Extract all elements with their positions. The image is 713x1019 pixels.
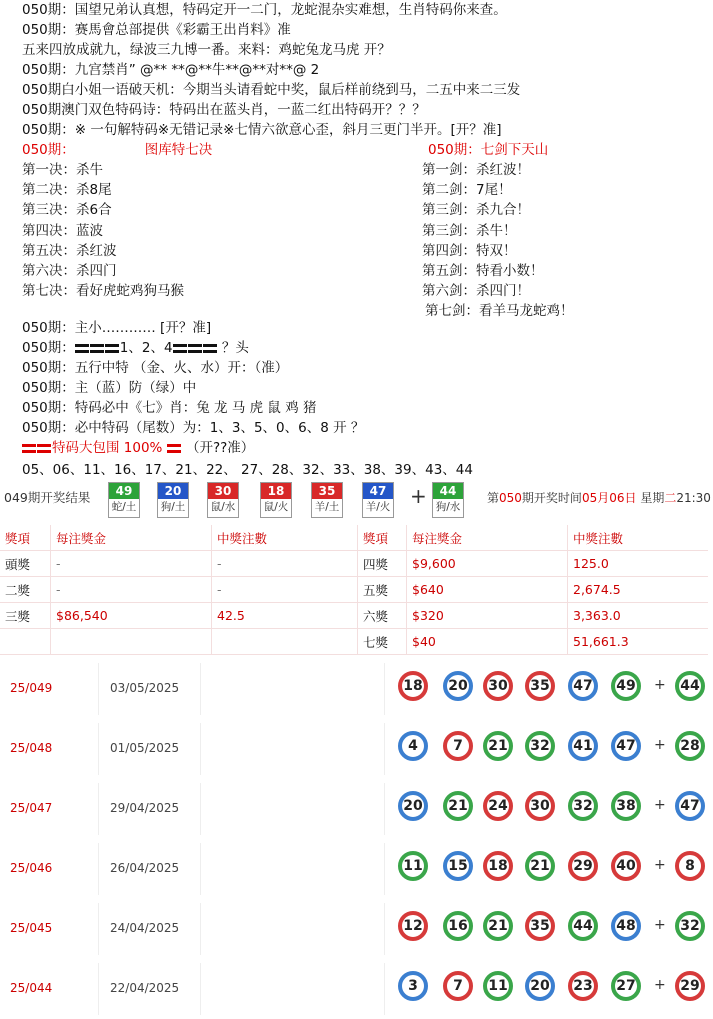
lottery-ball: 18 bbox=[398, 671, 428, 701]
bar-icon bbox=[90, 344, 104, 353]
history-date: 03/05/2025 bbox=[110, 681, 180, 695]
table-row: 頭獎 - - 四獎 $9,600 125.0 bbox=[0, 551, 708, 577]
history-row bbox=[0, 719, 713, 779]
lottery-ball: 20 bbox=[443, 671, 473, 701]
right-section-title: 050期：七剑下天山 bbox=[428, 142, 549, 158]
bar-icon bbox=[37, 444, 51, 453]
lottery-ball: 21 bbox=[483, 731, 513, 761]
column-divider bbox=[200, 903, 201, 955]
lottery-ball: 12 bbox=[398, 911, 428, 941]
column-divider bbox=[98, 843, 99, 895]
result-tile bbox=[362, 482, 394, 518]
result-zodiac: 蛇/土 bbox=[111, 501, 137, 513]
bar-icon bbox=[173, 344, 187, 353]
result-tile bbox=[311, 482, 343, 518]
result-tile bbox=[207, 482, 239, 518]
lottery-ball: 11 bbox=[483, 971, 513, 1001]
history-period: 25/046 bbox=[10, 861, 53, 875]
plus-icon: + bbox=[654, 977, 666, 993]
list-item: 第五剑：特看小数！ bbox=[422, 262, 544, 279]
prediction-text-section bbox=[0, 0, 713, 480]
list-item: 第三剑：杀九合！ bbox=[422, 202, 530, 219]
table-row: 七獎 $40 51,661.3 bbox=[0, 629, 708, 655]
history-date: 01/05/2025 bbox=[110, 741, 180, 755]
history-row bbox=[0, 959, 713, 1019]
result-number: 35 bbox=[312, 483, 342, 499]
column-divider bbox=[384, 723, 385, 775]
column-divider bbox=[384, 663, 385, 715]
history-period: 25/045 bbox=[10, 921, 53, 935]
plus-icon: + bbox=[410, 484, 427, 508]
list-item: 第三决：杀6合 bbox=[22, 202, 112, 219]
lottery-ball: 35 bbox=[525, 911, 555, 941]
result-number: 49 bbox=[109, 483, 139, 499]
left-list bbox=[22, 160, 322, 301]
column-divider bbox=[98, 663, 99, 715]
plus-icon: + bbox=[654, 677, 666, 693]
column-divider bbox=[98, 723, 99, 775]
text-line: 特码大包围 100% （开??准） bbox=[22, 438, 254, 458]
plus-icon: + bbox=[654, 917, 666, 933]
list-item: 第二决：杀8尾 bbox=[22, 182, 112, 199]
column-divider bbox=[384, 963, 385, 1015]
column-divider bbox=[200, 723, 201, 775]
plus-icon: + bbox=[654, 797, 666, 813]
special-ball: 32 bbox=[675, 911, 705, 941]
history-date: 22/04/2025 bbox=[110, 981, 180, 995]
column-divider bbox=[200, 963, 201, 1015]
table-header-row: 獎項 每注獎金 中獎注數 獎項 每注獎金 中獎注數 bbox=[0, 525, 708, 551]
lottery-ball: 7 bbox=[443, 971, 473, 1001]
text-line: 050期： 1、2、4 ？头 bbox=[22, 340, 249, 356]
history-date: 26/04/2025 bbox=[110, 861, 180, 875]
lottery-ball: 32 bbox=[568, 791, 598, 821]
lottery-ball: 24 bbox=[483, 791, 513, 821]
special-ball: 29 bbox=[675, 971, 705, 1001]
lottery-ball: 20 bbox=[525, 971, 555, 1001]
text-line: 五来四放成就九，绿波三九博一番。来料：鸡蛇兔龙马虎 开？ bbox=[22, 42, 391, 58]
lottery-ball: 38 bbox=[611, 791, 641, 821]
list-item: 第二剑：7尾！ bbox=[422, 182, 512, 199]
bar-icon bbox=[167, 444, 181, 453]
lottery-ball: 18 bbox=[483, 851, 513, 881]
lottery-ball: 35 bbox=[525, 671, 555, 701]
lottery-ball: 23 bbox=[568, 971, 598, 1001]
column-divider bbox=[200, 663, 201, 715]
list-item: 第六决：杀四门 bbox=[22, 262, 117, 279]
text-line: 050期：※ 一句解特码※无错记录※七情六欲意心歪，斜月三更门半开。[开？准] bbox=[22, 122, 502, 138]
list-item: 第七决：看好虎蛇鸡狗马猴 bbox=[22, 283, 184, 300]
lottery-ball: 16 bbox=[443, 911, 473, 941]
special-ball: 47 bbox=[675, 791, 705, 821]
table-row: 二獎 - - 五獎 $640 2,674.5 bbox=[0, 577, 708, 603]
result-zodiac: 狗/土 bbox=[160, 501, 186, 513]
plus-icon: + bbox=[654, 857, 666, 873]
history-period: 25/044 bbox=[10, 981, 53, 995]
list-item: 第七剑：看羊马龙蛇鸡！ bbox=[425, 303, 574, 320]
special-ball: 44 bbox=[675, 671, 705, 701]
lottery-ball: 47 bbox=[568, 671, 598, 701]
list-item: 第一决：杀牛 bbox=[22, 162, 103, 178]
lottery-ball: 4 bbox=[398, 731, 428, 761]
lottery-ball: 15 bbox=[443, 851, 473, 881]
result-special-tile bbox=[432, 482, 464, 518]
text-line: 050期：主（蓝）防（绿）中 bbox=[22, 380, 197, 396]
column-divider bbox=[200, 843, 201, 895]
bar-icon bbox=[22, 444, 36, 453]
result-strip bbox=[0, 480, 713, 518]
lottery-ball: 48 bbox=[611, 911, 641, 941]
column-divider bbox=[384, 783, 385, 835]
list-item: 第一剑：杀红波！ bbox=[422, 162, 530, 178]
column-divider bbox=[384, 903, 385, 955]
history-period: 25/047 bbox=[10, 801, 53, 815]
lottery-ball: 7 bbox=[443, 731, 473, 761]
list-item: 第五决：杀红波 bbox=[22, 242, 117, 259]
list-item: 第六剑：杀四门！ bbox=[422, 283, 530, 300]
column-divider bbox=[98, 963, 99, 1015]
result-zodiac: 鼠/火 bbox=[263, 501, 289, 513]
text-line: 05、06、11、16、17、21、22、 27、28、32、33、38、39、43、44 bbox=[22, 462, 473, 478]
table-row: 三獎 $86,540 42.5 六獎 $320 3,363.0 bbox=[0, 603, 708, 629]
result-tile bbox=[260, 482, 292, 518]
text-line: 050期澳门双色特码诗：特码出在蓝头肖，一蓝二红出特码开？？？ bbox=[22, 102, 426, 118]
lottery-ball: 11 bbox=[398, 851, 428, 881]
lottery-ball: 32 bbox=[525, 731, 555, 761]
column-divider bbox=[200, 783, 201, 835]
lottery-ball: 20 bbox=[398, 791, 428, 821]
draw-time: 第050期开奖时间05月06日 星期二21:30 bbox=[487, 491, 711, 505]
lottery-ball: 49 bbox=[611, 671, 641, 701]
history-period: 25/049 bbox=[10, 681, 53, 695]
column-divider bbox=[98, 903, 99, 955]
prize-table bbox=[0, 525, 708, 655]
result-zodiac: 羊/土 bbox=[314, 501, 340, 513]
text-line: 050期：五行中特 （金、火、水）开：（准） bbox=[22, 360, 289, 376]
text-line: 050期：国望兄弟认真想，特码定开一二门，龙蛇混杂实难想，生肖特码你来查。 bbox=[22, 2, 507, 18]
bar-icon bbox=[203, 344, 217, 353]
result-number: 47 bbox=[363, 483, 393, 499]
bar-icon bbox=[105, 344, 119, 353]
result-zodiac: 鼠/水 bbox=[210, 501, 236, 513]
result-number: 18 bbox=[261, 483, 291, 499]
list-item: 第四剑：特双！ bbox=[422, 242, 517, 259]
text-line: 050期：必中特码（尾数）为：1、3、5、0、6、8 开 ？ bbox=[22, 420, 365, 436]
column-divider bbox=[98, 783, 99, 835]
bar-icon bbox=[188, 344, 202, 353]
text-line: 050期：赛馬會总部提供《彩霸王出肖料》准 bbox=[22, 22, 291, 38]
lottery-ball: 29 bbox=[568, 851, 598, 881]
result-number: 44 bbox=[433, 483, 463, 499]
history-date: 29/04/2025 bbox=[110, 801, 180, 815]
lottery-ball: 27 bbox=[611, 971, 641, 1001]
text-line: 050期：主小………… [开？准] bbox=[22, 320, 212, 336]
result-number: 20 bbox=[158, 483, 188, 499]
text-line: 050期：九宫禁肖” @** **@**牛**@**对**@ 2 bbox=[22, 62, 320, 78]
result-label: 049期开奖结果 bbox=[4, 490, 91, 505]
result-number: 30 bbox=[208, 483, 238, 499]
lottery-ball: 21 bbox=[483, 911, 513, 941]
lottery-ball: 47 bbox=[611, 731, 641, 761]
result-tile bbox=[157, 482, 189, 518]
lottery-ball: 3 bbox=[398, 971, 428, 1001]
history-period: 25/048 bbox=[10, 741, 53, 755]
column-divider bbox=[384, 843, 385, 895]
lottery-ball: 44 bbox=[568, 911, 598, 941]
history-row bbox=[0, 659, 713, 719]
history-row bbox=[0, 899, 713, 959]
history-row bbox=[0, 779, 713, 839]
lottery-ball: 21 bbox=[443, 791, 473, 821]
lottery-ball: 21 bbox=[525, 851, 555, 881]
special-ball: 28 bbox=[675, 731, 705, 761]
plus-icon: + bbox=[654, 737, 666, 753]
history-row bbox=[0, 839, 713, 899]
result-zodiac: 羊/火 bbox=[365, 501, 391, 513]
list-item: 第三剑：杀牛！ bbox=[422, 222, 517, 239]
bar-icon bbox=[75, 344, 89, 353]
special-ball: 8 bbox=[675, 851, 705, 881]
text-line: 050期：特码必中《七》肖：兔 龙 马 虎 鼠 鸡 猪 bbox=[22, 400, 317, 416]
result-zodiac: 狗/水 bbox=[435, 501, 461, 513]
left-section-title: 050期： 图库特七决 bbox=[22, 142, 213, 158]
text-line: 050期白小姐一语破天机：今期当头请看蛇中奖，鼠后样前绕到马，二五中来二三发 bbox=[22, 82, 521, 98]
lottery-ball: 40 bbox=[611, 851, 641, 881]
result-tile bbox=[108, 482, 140, 518]
lottery-ball: 30 bbox=[525, 791, 555, 821]
history-date: 24/04/2025 bbox=[110, 921, 180, 935]
right-list bbox=[422, 160, 712, 322]
lottery-ball: 41 bbox=[568, 731, 598, 761]
lottery-ball: 30 bbox=[483, 671, 513, 701]
list-item: 第四决：蓝波 bbox=[22, 222, 103, 239]
